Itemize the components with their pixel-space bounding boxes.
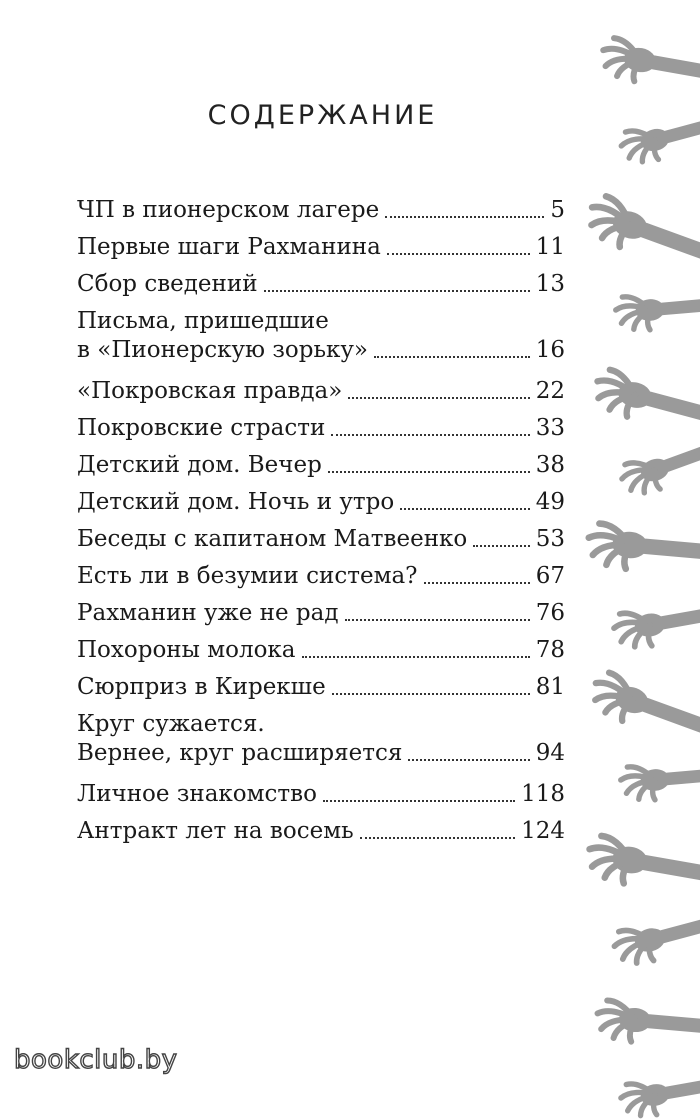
hand-silhouette — [583, 193, 700, 277]
toc-entry — [77, 451, 565, 480]
toc-page-number: 49 — [535, 489, 565, 515]
page-title: СОДЕРЖАНИЕ — [207, 100, 438, 131]
toc-entry — [77, 599, 565, 628]
toc-page-number: 124 — [521, 818, 565, 844]
hand-silhouette — [612, 596, 700, 652]
toc-page-number: 33 — [535, 415, 565, 441]
toc-entry — [77, 636, 565, 665]
watermark-text: bookclub.by — [14, 1045, 178, 1075]
toc-entry-line — [77, 562, 565, 591]
toc-entry-title: Сюрприз в Кирекше — [77, 674, 326, 700]
toc-page-number: 5 — [550, 197, 565, 223]
hand-silhouette — [615, 289, 700, 333]
toc-entry-title: Рахманин уже не рад — [77, 600, 339, 626]
toc-entry-line — [77, 196, 565, 225]
toc-entry-title: Беседы с капитаном Матвеенко — [77, 526, 468, 552]
hands-decoration-border — [570, 0, 700, 1119]
toc-entry-title: Вернее, круг расширяется — [77, 740, 403, 766]
hand-silhouette — [585, 834, 700, 898]
toc-entry-line — [77, 336, 565, 365]
dot-leader — [345, 619, 530, 621]
toc-page-number: 53 — [535, 526, 565, 552]
dot-leader — [328, 471, 530, 473]
toc-entry-line — [77, 739, 565, 768]
dot-leader — [424, 582, 530, 584]
toc-entry-line — [77, 233, 565, 262]
toc-page-number: 22 — [535, 378, 565, 404]
toc-entry-line — [77, 673, 565, 702]
toc-page-number: 16 — [535, 337, 565, 363]
hand-silhouette — [618, 432, 700, 501]
dot-leader — [331, 434, 529, 436]
toc-entry — [77, 307, 565, 365]
toc-entry-line — [77, 451, 565, 480]
toc-page-number: 13 — [535, 271, 565, 297]
toc-entry-title: Детский дом. Вечер — [77, 452, 322, 478]
toc-entry-title: Личное знакомство — [77, 781, 317, 807]
toc-entry-title: Первые шаги Рахманина — [77, 234, 381, 260]
toc-page-number: 67 — [535, 563, 565, 589]
toc-entry-title: ЧП в пионерском лагере — [77, 197, 380, 223]
hand-silhouette — [587, 670, 700, 750]
hand-silhouette — [611, 905, 700, 969]
toc-entry-line — [77, 488, 565, 517]
toc-entry — [77, 196, 565, 225]
toc-entry-title: Письма, пришедшие — [77, 308, 329, 334]
toc-entry — [77, 780, 565, 809]
toc-entry — [77, 817, 565, 846]
toc-entry-title: Сбор сведений — [77, 271, 258, 297]
toc-page-number: 76 — [535, 600, 565, 626]
toc-entry — [77, 233, 565, 262]
hand-silhouette — [599, 37, 700, 96]
toc-entry-title: Покровские страсти — [77, 415, 326, 441]
toc-entry — [77, 710, 565, 768]
toc-entry-line — [77, 377, 565, 406]
dot-leader — [385, 216, 544, 218]
hand-silhouette — [618, 107, 700, 168]
dot-leader — [302, 656, 530, 658]
dot-leader — [348, 397, 529, 399]
hand-silhouette — [586, 523, 700, 577]
toc-entry — [77, 562, 565, 591]
toc-entry-line — [77, 414, 565, 443]
dot-leader — [400, 508, 530, 510]
toc-entry-title: Круг сужается. — [77, 711, 265, 737]
dot-leader — [323, 800, 515, 802]
toc-entry-line — [77, 270, 565, 299]
toc-entry-line — [77, 780, 565, 809]
toc-entry-line — [77, 307, 565, 336]
hand-silhouette — [591, 367, 700, 438]
dot-leader — [360, 837, 515, 839]
toc-page-number: 81 — [535, 674, 565, 700]
toc-entry-line — [77, 599, 565, 628]
toc-entry-line — [77, 817, 565, 846]
hand-silhouette — [619, 1068, 700, 1119]
toc-entry — [77, 414, 565, 443]
toc-entry-title: Похороны молока — [77, 637, 296, 663]
dot-leader — [332, 693, 530, 695]
hand-silhouette — [620, 759, 700, 803]
dot-leader — [473, 545, 529, 547]
dot-leader — [387, 253, 530, 255]
toc-page-number: 38 — [535, 452, 565, 478]
toc-entry-title: «Покровская правда» — [77, 378, 343, 404]
toc-entry-line — [77, 525, 565, 554]
toc-entry — [77, 673, 565, 702]
toc-entry-title: Антракт лет на восемь — [77, 818, 354, 844]
toc-entry-title: Детский дом. Ночь и утро — [77, 489, 395, 515]
toc-page-number: 118 — [521, 781, 565, 807]
toc-entry — [77, 377, 565, 406]
toc-entry-line — [77, 636, 565, 665]
toc-entry-title: в «Пионерскую зорьку» — [77, 337, 368, 363]
toc-entry-title: Есть ли в безумии система? — [77, 563, 418, 589]
toc-entry — [77, 270, 565, 299]
toc-page-number: 78 — [535, 637, 565, 663]
dot-leader — [264, 290, 530, 292]
toc-page-number: 94 — [535, 740, 565, 766]
dot-leader — [374, 356, 530, 358]
toc-entry — [77, 525, 565, 554]
toc-page-number: 11 — [535, 234, 565, 260]
toc-entry — [77, 488, 565, 517]
toc-entry-line — [77, 710, 565, 739]
hand-silhouette — [595, 1000, 700, 1049]
dot-leader — [408, 759, 529, 761]
